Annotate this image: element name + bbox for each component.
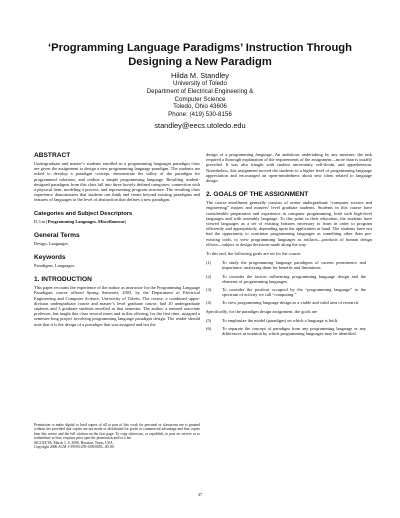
intro-text-part: This paper recounts the experience of the author as instructor for the Programming Language Paradigms course offered Spring Semester, 2005, by the Department of Electrical Engineering and Computer Science, University of Toledo. The course, a combined upper-division undergraduate course and master’s level graduate course, had 10 undergraduate students and 3 graduate students enrolled in that semester. The author, a tenured associate professor, has taught this class several times and in this offering, for the first time, assigned a semester-long project involving programming language paradigm design. The reader should note that it is the design of a	[34, 285, 200, 327]
affiliation-line: Department of Electrical Engineering &	[146, 88, 254, 95]
conference-line: SIGCSE’06, March 1–5, 2006, Houston, Texas, USA.	[34, 440, 114, 445]
list-item-text: To study the programming language paradigms of current prominence and importance, analyzing them for benefits and limitations.	[222, 260, 366, 271]
category-close: ]	[124, 218, 127, 224]
list-item-number: (3)	[206, 287, 212, 293]
assignment-goals-intro: Specifically, for the paradigm design assignment, the goals are	[206, 308, 318, 314]
list-item-number: (1)	[206, 260, 212, 266]
list-item	[206, 326, 372, 336]
abstract-text: Undergraduate and master’s students enrolled in a programming languages paradigm class are given the assignment to design a new programming language paradigm. The students are asked to develop a paradigm concept, demonstrate the utility of the paradigm for programmed solutions, and outline a simple programming language. Resulting student-designed paradigms from this class fall into three loosely defined categories: connection with a physical item, modeling a process, and representing program structure. The resulting class experience demonstrates that students can think and create beyond existing paradigms and features of languages to the level of abstraction that defines a new paradigm.	[34, 161, 200, 203]
page-number: 37	[197, 492, 203, 497]
keywords-heading: Keywords	[34, 254, 66, 262]
category-name: Programming Languages–Miscellaneous	[47, 218, 125, 224]
list-item-text: To view programming language design as a viable and valid area of research.	[222, 300, 360, 306]
author-block	[100, 72, 300, 130]
assignment-goals-list	[206, 318, 372, 337]
list-item-number: (6)	[206, 326, 212, 332]
affiliation-line: Phone: (419) 530-8156	[168, 110, 232, 118]
general-terms-text: Design, Languages.	[34, 240, 70, 246]
continuation-italic: language	[255, 152, 272, 157]
goals-list-intro: To this end, the following goals are set for the course:	[206, 251, 302, 257]
author-email[interactable]: standley@eecs.utoledo.edu	[154, 121, 246, 131]
copyright-footnote	[34, 423, 200, 449]
goals-list	[206, 260, 372, 305]
list-item-text: To consider the position occupied by the “programming language” in the spectrum of activity we call “computing.”	[222, 287, 366, 298]
goals-heading: 2. GOALS OF THE ASSIGNMENT	[206, 191, 309, 199]
intro-text-italic: paradigm	[85, 321, 103, 327]
list-item-number: (5)	[206, 317, 212, 323]
list-item	[206, 300, 372, 305]
list-item-number: (2)	[206, 273, 212, 279]
list-item-number: (4)	[206, 300, 212, 306]
goals-text: The course enrollment generally consists of senior undergraduate “computer science and engineering” majors and masters’ level graduate students. Students in this course have considerable preparation and experience in computer programming, both with high-level languages and with assembly language. To this point in their education, the students have viewed languages as a set of existing features necessary to learn in order to program efficiently and appropriately, depending upon the application at hand. The students have not had the opportunity to scrutinize programming languages as something other than pre-existing tools, to view programming languages as artifacts—products of human design efforts—subject to design decisions made along the way.	[206, 200, 372, 247]
list-item	[206, 287, 372, 297]
abstract-heading: ABSTRACT	[34, 152, 71, 159]
general-terms-heading: General Terms	[34, 231, 80, 239]
keywords-text: Paradigms, Languages.	[34, 263, 76, 269]
author-name: Hilda M. Standley	[171, 71, 229, 80]
category-code: D.3.m [	[34, 218, 48, 224]
continuation-part: design of a programming	[206, 152, 256, 157]
right-column	[206, 152, 372, 339]
categories-heading: Categories and Subject Descriptors	[34, 210, 133, 217]
introduction-heading: 1. INTRODUCTION	[34, 276, 92, 284]
affiliation-line: University of Toledo	[173, 80, 227, 88]
list-item-text: To emphasize the model (paradigm) on which a language is built.	[222, 317, 339, 323]
list-item	[206, 274, 372, 284]
copyright-line: Copyright 2006 ACM 1-59593-259-3/06/0003...$5.00.	[34, 445, 115, 450]
introduction-text	[34, 285, 200, 327]
intro-continuation	[206, 152, 372, 183]
list-item	[206, 260, 372, 270]
paper-title: ‘Programming Language Paradigms’ Instruction Through Designing a New Paradigm	[48, 42, 352, 68]
categories-text	[34, 219, 200, 224]
list-item-text: To separate the concept of paradigm from any programming language or any differences in notation by which programming languages may be identified.	[222, 326, 366, 337]
left-column	[34, 152, 200, 331]
list-item-text: To consider the factors influencing programming language design and the elements of programming languages.	[222, 273, 366, 284]
list-item	[206, 318, 372, 323]
affiliation-line: Computer Science	[174, 95, 226, 103]
continuation-part: . An ambitious undertaking by any measure, the task required a thorough explanation of the requirements of the assignment—more than is usually provided. It was also fraught with student uncertainty, self-doubt, and apprehension. Nonetheless, this assignment moved the students to a higher level of programming language appreciation and encouraged an open-mindedness about new ideas related to language design.	[206, 152, 372, 184]
intro-text-part: that was assigned and not the	[102, 321, 156, 327]
permission-text: Permission to make digital or hard copies of all or part of this work for personal or classroom use is granted without fee provided that copies are not made or distributed for profit or commercial advantage and that copies bear this notice and the full citation on the first page. To copy otherwise, or republish, to post on servers or to redistribute to lists, requires prior specific permission and/or a fee.	[34, 423, 200, 441]
affiliation-line: Toledo, Ohio 43606	[173, 103, 227, 111]
